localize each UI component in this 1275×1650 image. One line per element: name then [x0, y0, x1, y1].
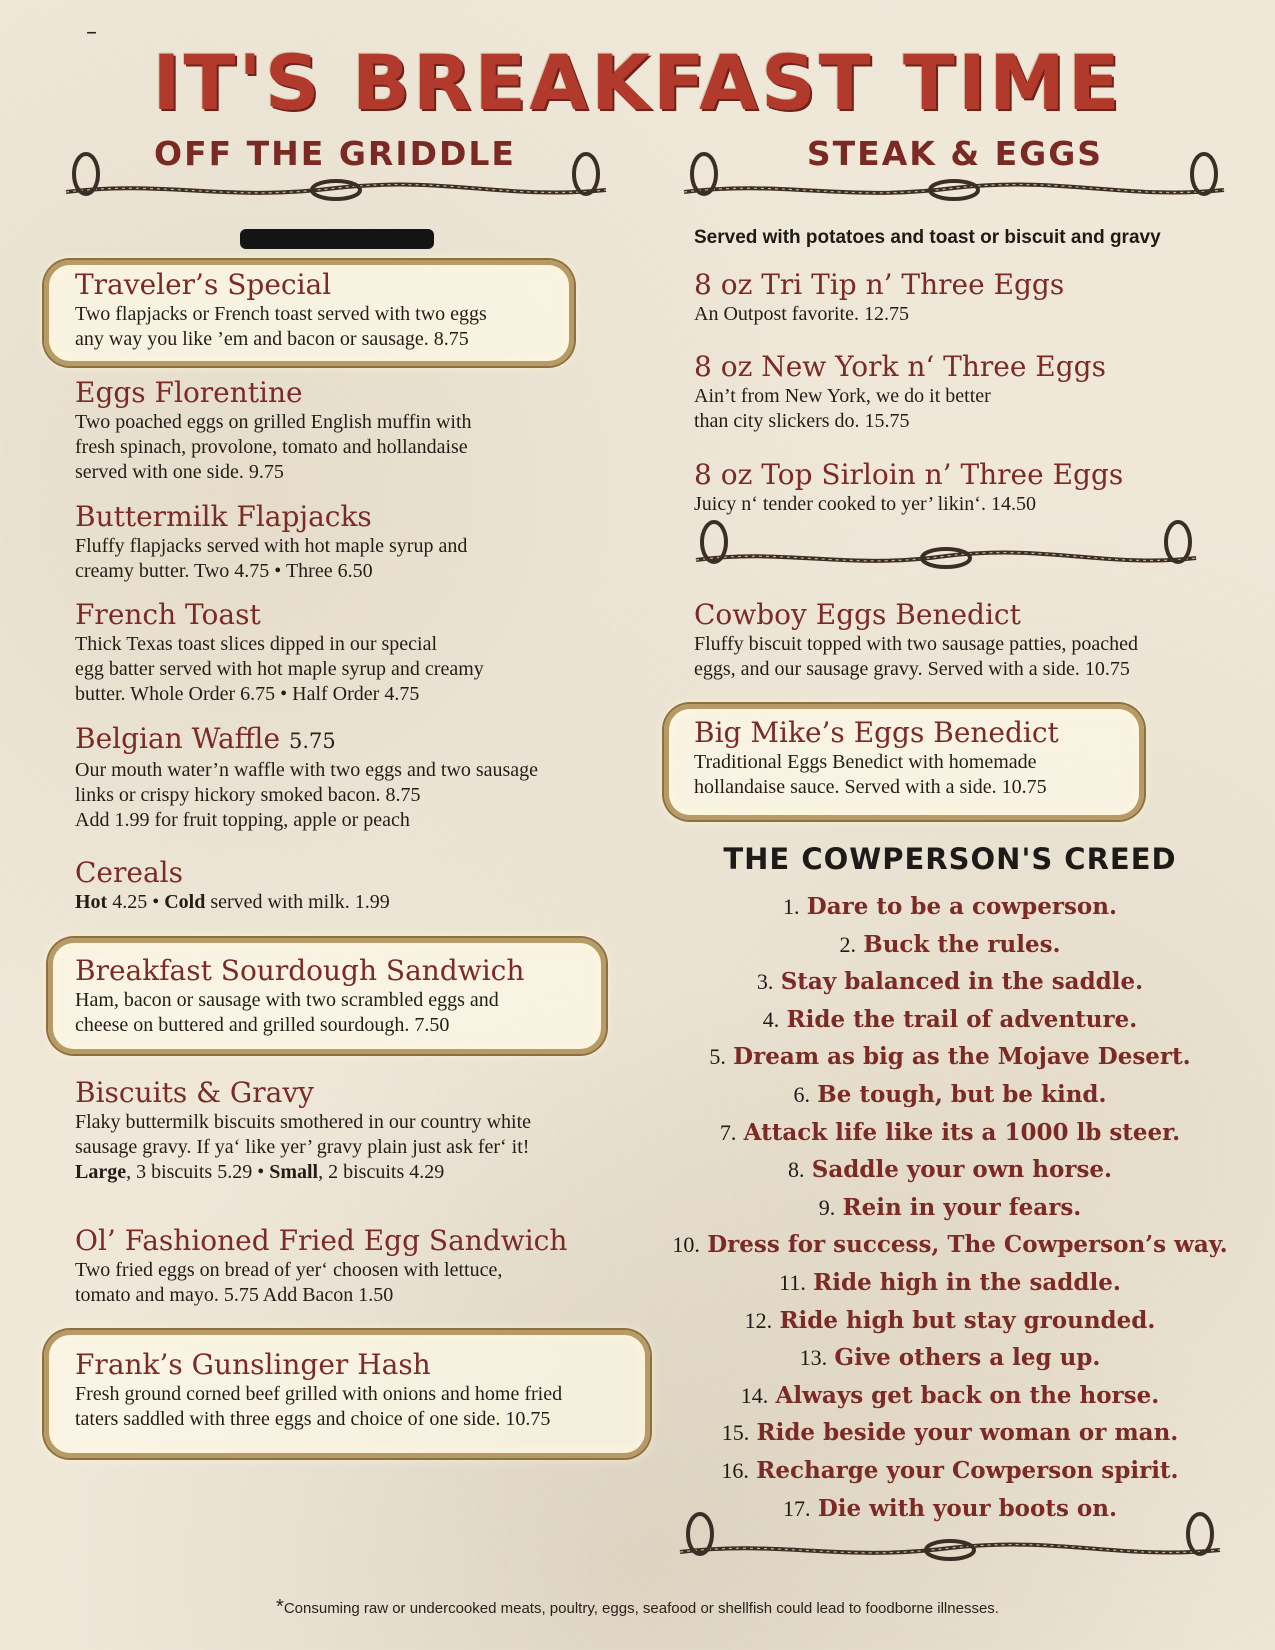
menu-item-fried-egg-sandwich: [75, 1224, 567, 1308]
item-name: Frank’s Gunslinger Hash: [75, 1348, 431, 1381]
creed-number: 3.: [756, 969, 774, 995]
item-desc: Two flapjacks or French toast served with two eggs: [75, 303, 487, 325]
item-name: 8 oz Tri Tip n’ Three Eggs: [694, 268, 1065, 301]
creed-number: 16.: [721, 1457, 749, 1483]
item-name: Traveler’s Special: [75, 268, 332, 301]
creed-item: [600, 963, 1275, 1001]
creed-text: Be tough, but be kind.: [817, 1080, 1107, 1108]
creed-item: [600, 1076, 1275, 1114]
item-desc: Fresh ground corned beef grilled with onions and home fried: [75, 1383, 563, 1405]
creed-number: 12.: [744, 1307, 773, 1333]
item-desc: Juicy n‘ tender cooked to yer’ likin‘. 14.50: [694, 493, 1036, 515]
item-desc: creamy butter. Two 4.75 • Three 6.50: [75, 560, 373, 582]
creed-title: THE COWPERSON'S CREED: [723, 842, 1177, 876]
item-name: Buttermilk Flapjacks: [75, 500, 372, 533]
item-desc: fresh spinach, provolone, tomato and hollandaise: [75, 436, 468, 458]
menu-item-cowboy-benedict: [694, 598, 1138, 682]
creed-text: Dream as big as the Mojave Desert.: [733, 1043, 1191, 1071]
item-desc: An Outpost favorite. 12.75: [694, 303, 909, 325]
creed-text: Die with your boots on.: [817, 1494, 1117, 1522]
item-desc: served with one side. 9.75: [75, 461, 284, 483]
creed-item: [600, 1339, 1275, 1377]
item-desc: egg batter served with hot maple syrup and creamy: [75, 658, 484, 680]
creed-item: [600, 1114, 1275, 1152]
creed-text: Dare to be a cowperson.: [806, 893, 1118, 920]
creed-item: [600, 1226, 1275, 1264]
item-name: Cereals: [75, 856, 183, 889]
creed-item: [600, 1452, 1275, 1490]
hot-price: 4.25 •: [112, 891, 160, 913]
rope-divider-left-icon: [46, 150, 628, 212]
footnote: [0, 1596, 1275, 1619]
creed-item: [600, 1264, 1275, 1302]
item-desc: Two fried eggs on bread of yer‘ choosen with lettuce,: [75, 1259, 503, 1281]
item-desc: Add 1.99 for fruit topping, apple or peach: [75, 809, 410, 831]
creed-number: 2.: [839, 931, 856, 957]
creed-text: Stay balanced in the saddle.: [780, 968, 1144, 996]
item-desc: hollandaise sauce. Served with a side. 10.75: [694, 776, 1047, 798]
steak-note: Served with potatoes and toast or biscuit and gravy: [694, 227, 1161, 248]
menu-item-belgian-waffle: [75, 722, 538, 833]
item-name: 8 oz Top Sirloin n’ Three Eggs: [694, 458, 1124, 491]
creed-number: 7.: [719, 1119, 737, 1145]
small-label: Small: [269, 1161, 319, 1183]
hot-label: Hot: [75, 891, 108, 913]
creed-number: 15.: [721, 1420, 750, 1446]
item-desc: cheese on buttered and grilled sourdough. 7.50: [75, 1014, 450, 1036]
item-name: 8 oz New York n‘ Three Eggs: [694, 350, 1106, 383]
large-text: , 3 biscuits 5.29 •: [126, 1161, 265, 1183]
item-desc: links or crispy hickory smoked bacon. 8.75: [75, 784, 421, 806]
creed-number: 13.: [799, 1345, 828, 1371]
creed-text: Ride high in the saddle.: [813, 1268, 1121, 1296]
section-title-steak: STEAK & EGGS: [806, 134, 1104, 173]
item-desc: Flaky buttermilk biscuits smothered in our country white: [75, 1111, 532, 1133]
section-title-griddle: OFF THE GRIDDLE: [154, 134, 516, 173]
creed-number: 8.: [787, 1157, 805, 1183]
creed-item: [600, 1189, 1275, 1227]
item-desc: Fluffy biscuit topped with two sausage patties, poached: [694, 633, 1138, 655]
creed-text: Ride high but stay grounded.: [779, 1306, 1156, 1334]
redacted-note: [240, 229, 434, 249]
creed-number: 14.: [740, 1382, 769, 1408]
item-desc: tomato and mayo. 5.75 Add Bacon 1.50: [75, 1284, 394, 1306]
creed-item: [600, 1038, 1275, 1076]
item-name: Cowboy Eggs Benedict: [694, 598, 1021, 631]
item-desc: Our mouth water’n waffle with two eggs and two sausage: [75, 759, 539, 781]
menu-item-travelers-special: [75, 268, 487, 352]
menu-item-cereals: [75, 856, 390, 915]
item-desc: Two poached eggs on grilled English muffin with: [75, 411, 472, 433]
creed-text: Ride the trail of adventure.: [786, 1005, 1138, 1033]
menu-item-new-york: [694, 350, 1106, 434]
menu-item-sourdough-sandwich: [75, 954, 524, 1038]
item-desc: Fluffy flapjacks served with hot maple syrup and: [75, 535, 468, 557]
creed-text: Recharge your Cowperson spirit.: [756, 1456, 1179, 1484]
menu-item-eggs-florentine: [75, 376, 472, 485]
item-desc: Traditional Eggs Benedict with homemade: [694, 751, 1037, 773]
creed-text: Ride beside your woman or man.: [756, 1419, 1179, 1447]
creed-item: [600, 1377, 1275, 1415]
footnote-asterisk: *: [276, 1596, 284, 1618]
creed-number: 1.: [782, 894, 800, 919]
menu-item-biscuits-gravy: [75, 1076, 531, 1185]
creed-text: Buck the rules.: [863, 930, 1061, 958]
rope-divider-right-icon: [664, 150, 1246, 212]
item-desc: eggs, and our sausage gravy. Served with a side. 10.75: [694, 658, 1130, 680]
item-desc: than city slickers do. 15.75: [694, 410, 910, 432]
creed-item: [600, 1414, 1275, 1452]
small-text: , 2 biscuits 4.29: [318, 1161, 445, 1183]
corner-dash: –: [86, 20, 97, 45]
item-name: French Toast: [75, 598, 261, 631]
creed-item: [600, 1001, 1275, 1039]
cold-text: served with milk. 1.99: [210, 891, 390, 913]
creed-number: 11.: [779, 1269, 806, 1295]
item-desc: taters saddled with three eggs and choice of one side. 10.75: [75, 1408, 551, 1430]
cold-label: Cold: [164, 891, 206, 913]
menu-item-top-sirloin: [694, 458, 1123, 517]
creed-text: Saddle your own horse.: [811, 1156, 1113, 1184]
menu-item-big-mike-benedict: [694, 716, 1059, 800]
creed-item: [600, 1302, 1275, 1340]
item-name: Biscuits & Gravy: [75, 1076, 314, 1109]
creed-number: 6.: [793, 1081, 810, 1107]
creed-item: [600, 926, 1275, 964]
creed-text: Always get back on the horse.: [775, 1381, 1160, 1409]
creed-text: Rein in your fears.: [842, 1193, 1082, 1221]
menu-item-tri-tip: [694, 268, 1064, 327]
menu-item-buttermilk-flapjacks: [75, 500, 467, 584]
menu-item-french-toast: [75, 598, 484, 707]
creed-item: [600, 1490, 1275, 1528]
item-desc: any way you like ’em and bacon or sausage. 8.75: [75, 328, 469, 350]
creed-number: 17.: [783, 1495, 811, 1521]
creed-list: [600, 888, 1275, 1527]
large-label: Large: [75, 1161, 127, 1183]
item-desc: Ain’t from New York, we do it better: [694, 385, 991, 407]
page-title: IT'S BREAKFAST TIME: [152, 38, 1123, 127]
item-desc: butter. Whole Order 6.75 • Half Order 4.75: [75, 683, 420, 705]
creed-text: Attack life like its a 1000 lb steer.: [743, 1118, 1181, 1146]
item-desc: Ham, bacon or sausage with two scrambled eggs and: [75, 989, 499, 1011]
item-name: Eggs Florentine: [75, 376, 303, 409]
creed-number: 4.: [762, 1006, 780, 1032]
item-name: Breakfast Sourdough Sandwich: [75, 954, 525, 987]
footnote-text: Consuming raw or undercooked meats, poultry, eggs, seafood or shellfish could lead to foodborne illnesses.: [283, 1600, 999, 1617]
creed-number: 5.: [709, 1044, 726, 1070]
item-name: Big Mike’s Eggs Benedict: [694, 716, 1059, 749]
item-price: 5.75: [288, 729, 336, 753]
creed-text: Give others a leg up.: [834, 1344, 1101, 1372]
item-name: Belgian Waffle: [75, 722, 281, 755]
creed-item: [600, 888, 1275, 926]
creed-number: 9.: [818, 1194, 836, 1220]
menu-item-gunslinger-hash: [75, 1348, 562, 1432]
item-desc: sausage gravy. If ya‘ like yer’ gravy plain just ask fer‘ it!: [75, 1136, 530, 1158]
creed-number: 10.: [672, 1232, 700, 1258]
item-name: Ol’ Fashioned Fried Egg Sandwich: [75, 1224, 568, 1257]
rope-divider-mid-icon: [676, 518, 1216, 580]
creed-item: [600, 1151, 1275, 1189]
creed-text: Dress for success, The Cowperson’s way.: [707, 1231, 1228, 1259]
item-desc: Thick Texas toast slices dipped in our special: [75, 633, 438, 655]
